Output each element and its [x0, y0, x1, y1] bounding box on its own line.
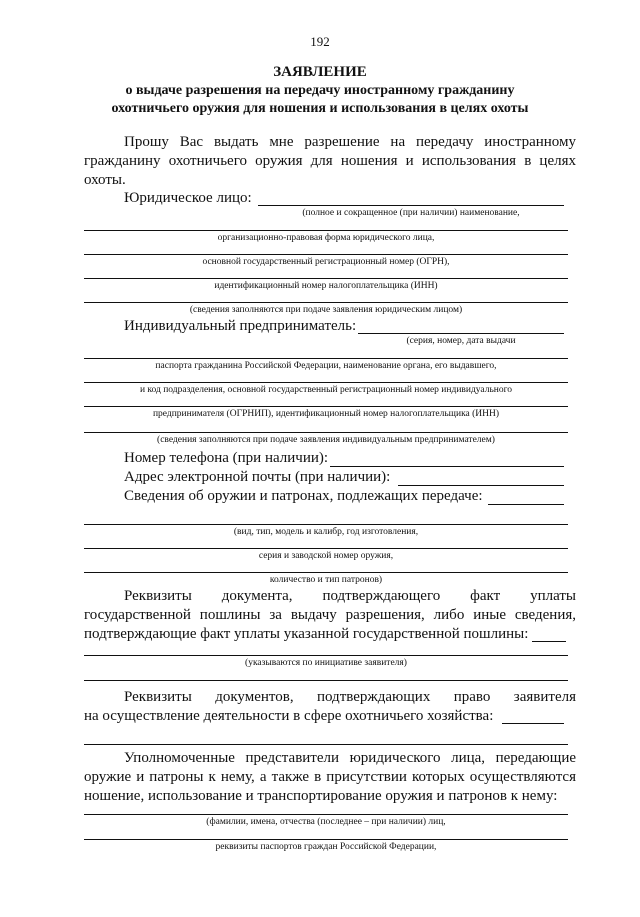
payment-hint: (указываются по инициативе заявителя) — [245, 658, 407, 668]
document-subtitle-line-2: охотничьего оружия для ношения и использования в целях охоты — [111, 101, 529, 116]
weapons-line-3[interactable] — [84, 548, 568, 549]
representatives-input-line-1[interactable] — [84, 814, 568, 815]
rights-line-1: Реквизиты документов, подтверждающих право заявителя — [124, 689, 576, 705]
weapons-hint-1: (вид, тип, модель и калибр, год изготовления, — [233, 527, 419, 537]
legal-entity-label: Юридическое лицо: — [124, 190, 252, 206]
legal-entity-line-3[interactable] — [84, 254, 568, 255]
entrepreneur-hint-5: (сведения заполняются при подаче заявления индивидуальным предпринимателем) — [157, 435, 495, 445]
email-label: Адрес электронной почты (при наличии): — [124, 469, 391, 485]
legal-entity-name-line[interactable] — [258, 205, 564, 206]
representatives-hint-1: (фамилии, имена, отчества (последнее – при наличии) лиц, — [206, 817, 446, 827]
representatives-line-1: Уполномоченные представители юридического лица, передающие — [124, 750, 576, 766]
payment-line-2: государственной пошлины за выдачу разрешения, либо иные сведения, — [84, 607, 576, 623]
payment-line-1: Реквизиты документа, подтверждающего факт уплаты — [124, 588, 576, 604]
legal-entity-hint-4: идентификационный номер налогоплательщика (ИНН) — [214, 281, 438, 291]
entrepreneur-hint-1: (серия, номер, дата выдачи — [406, 336, 516, 346]
legal-entity-line-4[interactable] — [84, 278, 568, 279]
payment-input-line-3[interactable] — [84, 680, 568, 681]
intro-line-2: гражданину охотничьего оружия для ношения и использования в целях — [84, 153, 576, 169]
representatives-hint-2: реквизиты паспортов граждан Российской Федерации, — [215, 842, 437, 852]
weapons-line-4[interactable] — [84, 572, 568, 573]
entrepreneur-hint-3: и код подразделения, основной государственный регистрационный номер индивидуального — [139, 385, 513, 395]
email-input-line[interactable] — [398, 485, 564, 486]
legal-entity-line-5[interactable] — [84, 302, 568, 303]
rights-line-2: на осуществление деятельности в сфере охотничьего хозяйства: — [84, 708, 494, 724]
entrepreneur-line-3[interactable] — [84, 382, 568, 383]
phone-input-line[interactable] — [330, 466, 564, 467]
intro-line-3: охоты. — [84, 172, 126, 188]
document-subtitle-line-1: о выдаче разрешения на передачу иностранному гражданину — [125, 83, 515, 98]
representatives-line-2: оружие и патроны к нему, а также в присутствии которых осуществляются — [84, 769, 576, 785]
weapons-hint-3: количество и тип патронов) — [269, 575, 383, 585]
legal-entity-hint-2: организационно-правовая форма юридического лица, — [217, 233, 435, 243]
weapons-label: Сведения об оружии и патронах, подлежащих передаче: — [124, 488, 483, 504]
phone-label: Номер телефона (при наличии): — [124, 450, 329, 466]
weapons-line-1[interactable] — [488, 504, 564, 505]
entrepreneur-label: Индивидуальный предприниматель: — [124, 318, 357, 334]
rights-input-line-1[interactable] — [502, 723, 564, 724]
representatives-input-line-2[interactable] — [84, 839, 568, 840]
weapons-hint-2: серия и заводской номер оружия, — [258, 551, 394, 561]
legal-entity-line-2[interactable] — [84, 230, 568, 231]
payment-input-line-2[interactable] — [84, 655, 568, 656]
entrepreneur-hint-4: предпринимателя (ОГРНИП), идентификационный номер налогоплательщика (ИНН) — [152, 409, 500, 419]
weapons-line-2[interactable] — [84, 524, 568, 525]
legal-entity-hint-5: (сведения заполняются при подаче заявления юридическим лицом) — [189, 305, 463, 315]
entrepreneur-line-2[interactable] — [84, 358, 568, 359]
entrepreneur-line-5[interactable] — [84, 432, 568, 433]
rights-input-line-2[interactable] — [84, 744, 568, 745]
payment-input-line-1[interactable] — [532, 641, 566, 642]
legal-entity-hint-1: (полное и сокращенное (при наличии) наименование, — [302, 208, 520, 218]
payment-line-3: подтверждающие факт уплаты указанной государственной пошлины: — [84, 626, 529, 642]
intro-line-1: Прошу Вас выдать мне разрешение на передачу иностранному — [124, 134, 576, 150]
page-number: 192 — [310, 34, 330, 49]
entrepreneur-line-4[interactable] — [84, 406, 568, 407]
legal-entity-hint-3: основной государственный регистрационный номер (ОГРН), — [202, 257, 450, 267]
document-title: ЗАЯВЛЕНИЕ — [273, 64, 367, 80]
representatives-line-3: ношение, использование и транспортирование оружия и патронов к нему: — [84, 788, 558, 804]
entrepreneur-hint-2: паспорта гражданина Российской Федерации, наименование органа, его выдавшего, — [155, 361, 497, 371]
entrepreneur-passport-line[interactable] — [358, 333, 564, 334]
